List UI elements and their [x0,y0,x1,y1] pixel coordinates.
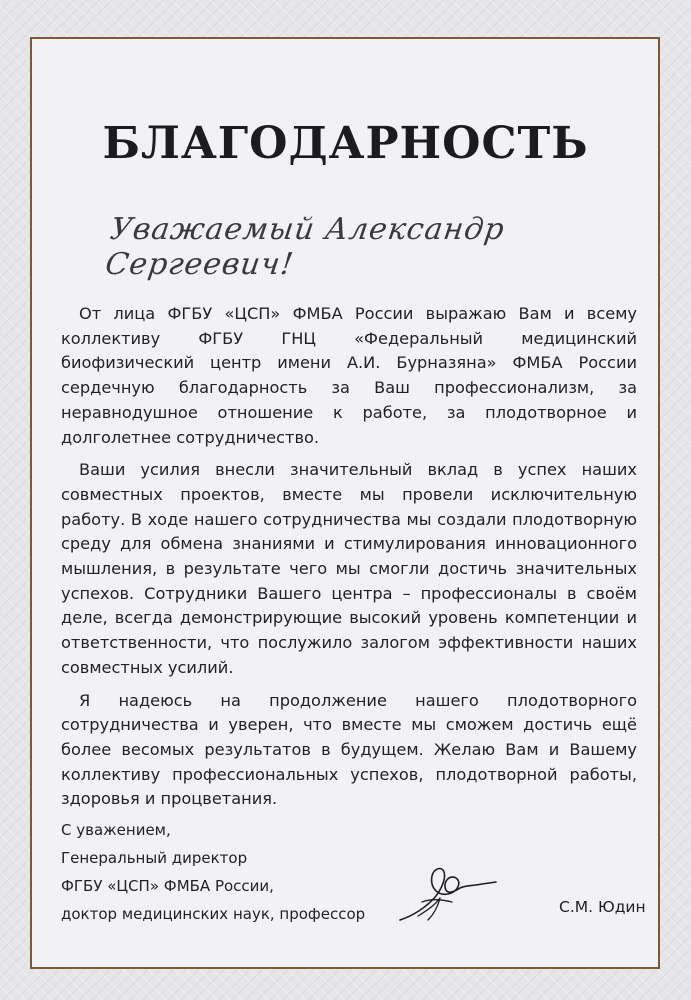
closing-line: С уважением, [61,821,171,839]
letter-body [61,302,637,820]
salutation: Уважаемый Александр Сергеевич! [103,212,508,282]
document-title: БЛАГОДАРНОСТЬ [102,118,589,169]
paragraph-1: От лица ФГБУ «ЦСП» ФМБА России выражаю Вам и всему коллективу ФГБУ ГНЦ «Федеральный медицинский биофизический центр имени А.И. Бурназяна» ФМБА России сердечную благодарность за Ваш профессионализм, за неравнодушное отношение к работе, за плодотворное и долголетнее сотрудничество. [61,304,637,447]
signer-degree: доктор медицинских наук, профессор [61,905,366,923]
signature-block [61,816,365,928]
handwritten-signature [392,858,502,928]
paragraph-3: Я надеюсь на продолжение нашего плодотворного сотрудничества и уверен, что вместе мы сможем достичь ещё более весомых результатов в будущем. Желаю Вам и Вашему коллективу профессиональных успехов, плодотворной работы, здоровья и процветания. [61,690,637,809]
signer-organization: ФГБУ «ЦСП» ФМБА России, [61,877,274,895]
signer-position: Генеральный директор [61,849,248,867]
paragraph-2: Ваши усилия внесли значительный вклад в успех наших совместных проектов, вместе мы провели исключительную работу. В ходе нашего сотрудничества мы создали плодотворную среду для обмена знаниями и стимулирования инновационного мышления, в результате чего мы смогли достичь значительных успехов. Сотрудники Вашего центра – профессионалы в своём деле, всегда демонстрирующие высокий уровень компетенции и ответственности, что послужило залогом эффективности наших совместных усилий. [61,460,637,677]
signer-name: С.М. Юдин [559,898,646,916]
